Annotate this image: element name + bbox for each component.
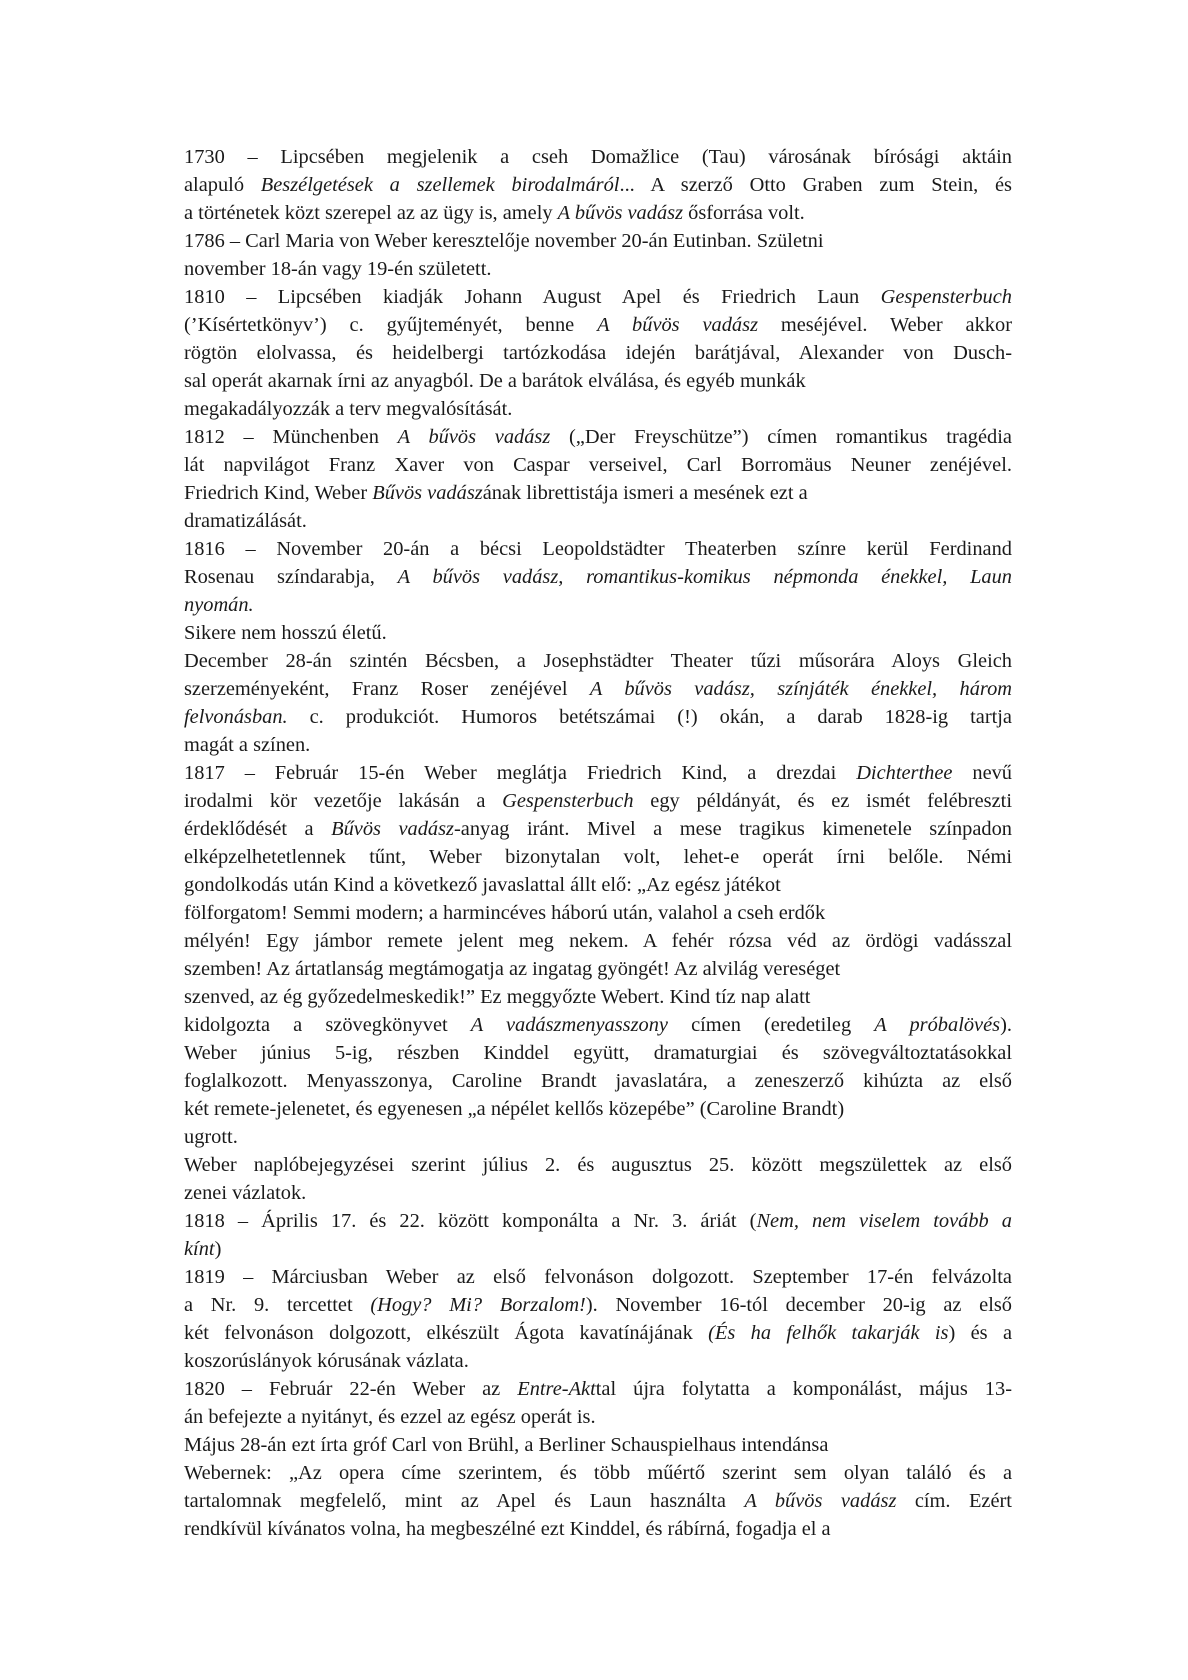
text-line: a történetek közt szerepel az az ügy is, amely A bűvös vadász ősforrása volt.	[184, 202, 805, 224]
text-line: felvonásban. c. produkciót. Humoros betétszámai (!) okán, a darab 1828-ig tartja	[184, 706, 1012, 728]
text-line: foglalkozott. Menyasszonya, Caroline Brandt javaslatára, a zeneszerző kihúzta az első	[184, 1070, 1012, 1092]
text-line: rendkívül kívánatos volna, ha megbeszélné ezt Kinddel, és rábírná, fogadja el a	[184, 1518, 831, 1540]
text-line: a Nr. 9. tercettet (Hogy? Mi? Borzalom!). November 16-tól december 20-ig az első	[184, 1294, 1012, 1316]
text-line: sal operát akarnak írni az anyagból. De a barátok elválása, és egyéb munkák	[184, 370, 806, 392]
text-line: Május 28-án ezt írta gróf Carl von Brühl, a Berliner Schauspielhaus intendánsa	[184, 1434, 829, 1456]
text-line: november 18-án vagy 19-én született.	[184, 258, 492, 280]
text-line: 1817 – Február 15-én Weber meglátja Friedrich Kind, a drezdai Dichterthee nevű	[184, 762, 1013, 784]
text-line: lát napvilágot Franz Xaver von Caspar verseivel, Carl Borromäus Neuner zenéjével.	[184, 454, 1012, 476]
text-line: ugrott.	[184, 1126, 238, 1148]
text-line: irodalmi kör vezetője lakásán a Gespensterbuch egy példányát, és ez ismét felébreszti	[184, 790, 1012, 812]
text-line: szemben! Az ártatlanság megtámogatja az ingatag gyöngét! Az alvilág vereséget	[184, 958, 841, 980]
text-line: kidolgozta a szövegkönyvet A vadászmenyasszony címen (eredetileg A próbalövés).	[184, 1014, 1012, 1036]
text-line: Sikere nem hosszú életű.	[184, 622, 387, 644]
text-line: 1818 – Április 17. és 22. között komponálta a Nr. 3. áriát (Nem, nem viselem tovább a	[184, 1210, 1012, 1232]
text-line: megakadályozzák a terv megvalósítását.	[184, 398, 513, 420]
text-line: Friedrich Kind, Weber Bűvös vadászának librettistája ismeri a mesének ezt a	[184, 482, 808, 504]
text-line: 1820 – Február 22-én Weber az Entre-Akttal újra folytatta a komponálást, május 13-	[184, 1378, 1012, 1400]
text-line: Weber naplóbejegyzései szerint július 2. és augusztus 25. között megszülettek az első	[184, 1154, 1012, 1176]
text-line: két remete-jelenetet, és egyenesen „a népélet kellős közepébe” (Caroline Brandt)	[184, 1098, 845, 1120]
text-line: fölforgatom! Semmi modern; a harmincéves háború után, valahol a cseh erdők	[184, 902, 826, 924]
text-line: alapuló Beszélgetések a szellemek birodalmáról... A szerző Otto Graben zum Stein, és	[184, 174, 1012, 196]
text-line: Weber június 5-ig, részben Kinddel együtt, dramaturgiai és szövegváltoztatásokkal	[184, 1042, 1012, 1064]
text-line: Webernek: „Az opera címe szerintem, és több műértő szerint sem olyan találó és a	[184, 1462, 1012, 1484]
text-line: December 28-án szintén Bécsben, a Josephstädter Theater tűzi műsorára Aloys Gleich	[184, 650, 1012, 672]
text-line: án befejezte a nyitányt, és ezzel az egész operát is.	[184, 1406, 596, 1428]
text-line: 1810 – Lipcsében kiadják Johann August Apel és Friedrich Laun Gespensterbuch	[184, 286, 1012, 308]
body-text	[184, 143, 1012, 1543]
text-line: 1812 – Münchenben A bűvös vadász („Der Freyschütze”) címen romantikus tragédia	[184, 426, 1012, 448]
text-line: gondolkodás után Kind a következő javaslattal állt elő: „Az egész játékot	[184, 874, 781, 896]
text-line: 1730 – Lipcsében megjelenik a cseh Domažlice (Tau) városának bírósági aktáin	[184, 146, 1012, 168]
text-line: két felvonáson dolgozott, elkészült Ágota kavatínájának (És ha felhők takarják is) és a	[184, 1322, 1012, 1344]
text-line: 1816 – November 20-án a bécsi Leopoldstädter Theaterben színre kerül Ferdinand	[184, 538, 1012, 560]
text-line: rögtön elolvassa, és heidelbergi tartózkodása idején barátjával, Alexander von Dusch-	[184, 342, 1012, 364]
text-line: magát a színen.	[184, 734, 311, 756]
text-line: szerzeményeként, Franz Roser zenéjével A bűvös vadász, színjáték énekkel, három	[184, 678, 1013, 700]
text-line: zenei vázlatok.	[184, 1182, 307, 1204]
text-line: 1786 – Carl Maria von Weber keresztelője november 20-án Eutinban. Születni	[184, 230, 824, 252]
text-line: szenved, az ég győzedelmeskedik!” Ez meggyőzte Webert. Kind tíz nap alatt	[184, 986, 811, 1008]
text-line: elképzelhetetlennek tűnt, Weber bizonytalan volt, lehet-e operát írni belőle. Némi	[184, 846, 1012, 868]
text-line: 1819 – Márciusban Weber az első felvonáson dolgozott. Szeptember 17-én felvázolta	[184, 1266, 1012, 1288]
text-line: kínt)	[184, 1238, 222, 1260]
text-line: dramatizálását.	[184, 510, 307, 532]
text-line: nyomán.	[184, 594, 254, 616]
text-line: érdeklődését a Bűvös vadász-anyag iránt. Mivel a mese tragikus kimenetele színpadon	[184, 818, 1012, 840]
text-line: koszorúslányok kórusának vázlata.	[184, 1350, 469, 1372]
text-line: Rosenau színdarabja, A bűvös vadász, romantikus-komikus népmonda énekkel, Laun	[184, 566, 1013, 588]
text-line: tartalomnak megfelelő, mint az Apel és Laun használta A bűvös vadász cím. Ezért	[184, 1490, 1012, 1512]
text-line: (’Kísértetkönyv’) c. gyűjteményét, benne A bűvös vadász meséjével. Weber akkor	[184, 314, 1012, 336]
text-line: mélyén! Egy jámbor remete jelent meg nekem. A fehér rózsa véd az ördögi vadásszal	[184, 930, 1012, 952]
